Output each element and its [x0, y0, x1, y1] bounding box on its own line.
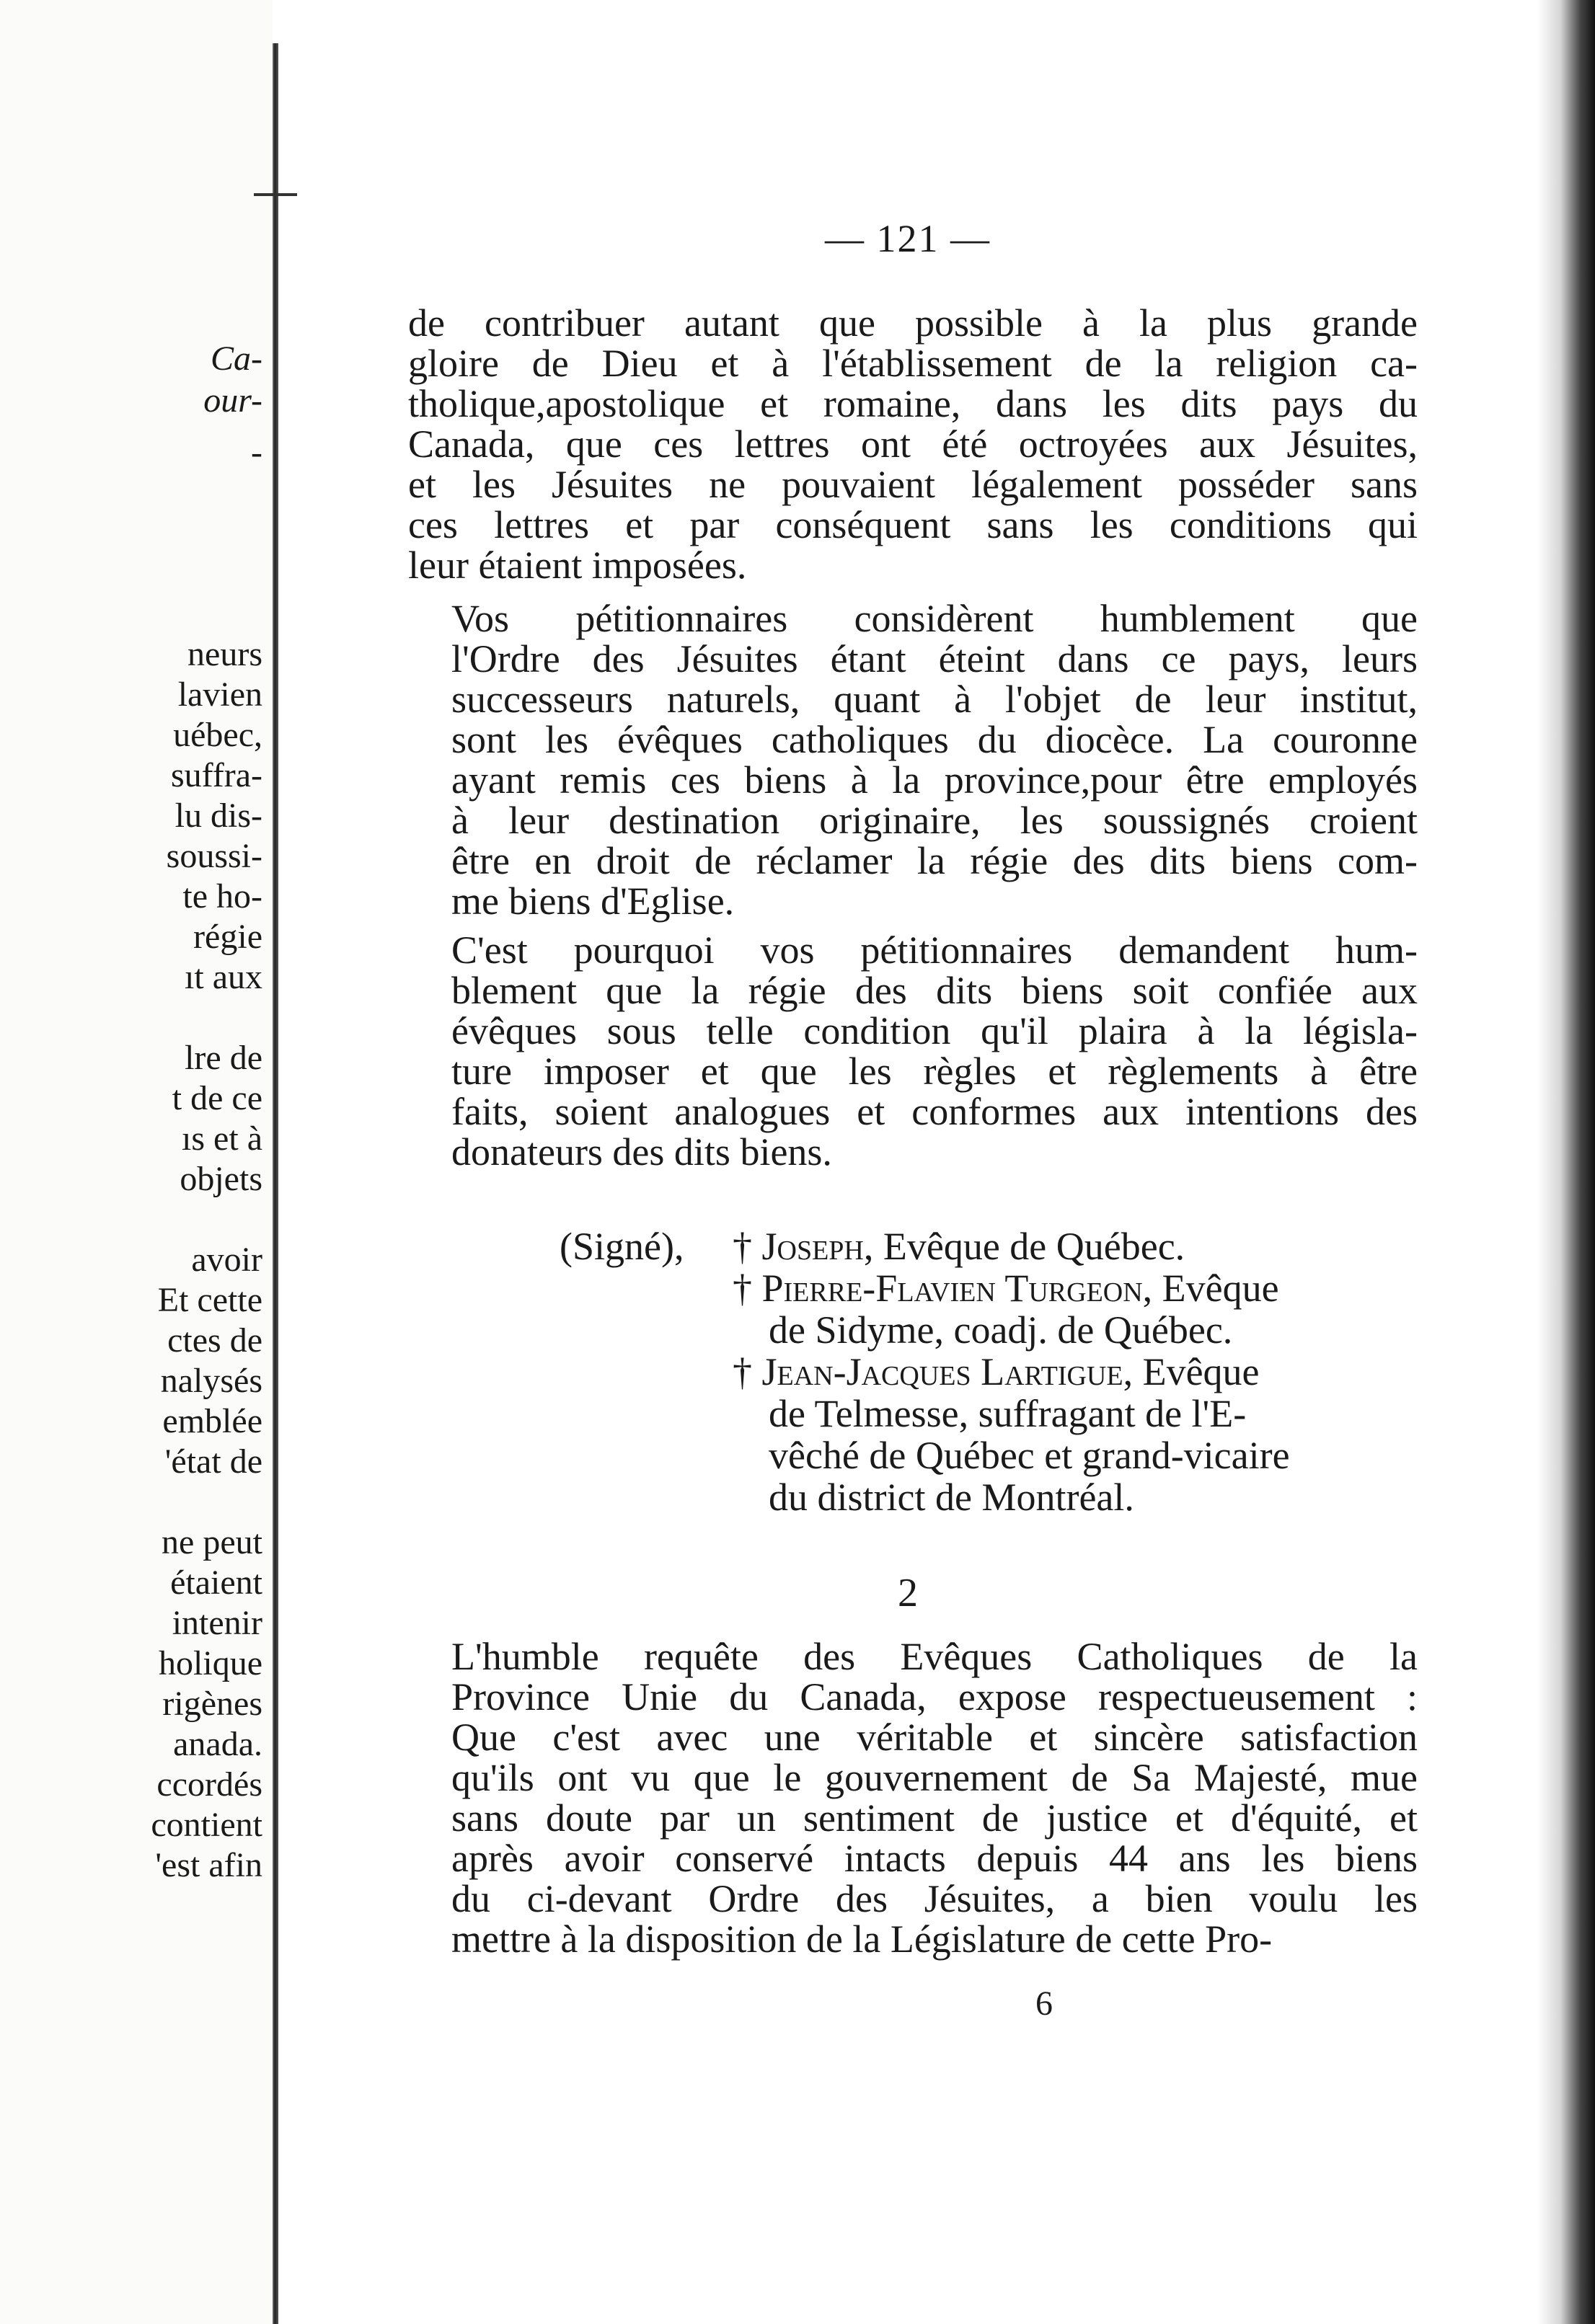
text-line: gloire de Dieu et à l'établissement de la religion ca- — [408, 342, 1418, 385]
signer-title-continuation: de Telmesse, suffragant de l'E- — [769, 1392, 1247, 1435]
text-line: Province Unie du Canada, expose respectueusement : — [451, 1675, 1418, 1718]
left-page-text-fragment: 'état de — [164, 1442, 262, 1481]
left-page-text-fragment: contient — [151, 1806, 262, 1844]
paragraph-2 — [408, 598, 1418, 921]
section-number: 2 — [898, 1571, 918, 1615]
text-line: donateurs des dits biens. — [451, 1130, 832, 1174]
left-page-text-fragment: lu dis- — [174, 797, 262, 835]
text-line: sans doute par un sentiment de justice et d'équité, et — [451, 1796, 1418, 1840]
text-line: ayant remis ces biens à la province,pour être employés — [451, 758, 1418, 802]
signer-entry — [733, 1351, 1410, 1518]
left-page-text-fragment: neurs — [187, 635, 262, 673]
left-page-text-fragment: our- — [203, 381, 262, 420]
cross-icon: † — [733, 1225, 762, 1268]
book-gutter — [273, 43, 278, 2324]
paragraph-humble-request — [408, 1636, 1418, 1959]
left-page-text-fragment: t de ce — [172, 1079, 262, 1117]
left-page-text-fragment: nalysés — [160, 1362, 262, 1400]
text-line: Canada, que ces lettres ont été octroyées aux Jésuites, — [408, 422, 1418, 466]
text-line: me biens d'Eglise. — [451, 879, 735, 923]
left-page-text-fragment: Ca- — [211, 340, 262, 378]
paragraph-1 — [408, 303, 1418, 585]
signer-first-line — [733, 1225, 1410, 1267]
text-line: ture imposer et que les règles et règlements à être — [451, 1050, 1418, 1093]
text-line: Vos pétitionnaires considèrent humblement que — [451, 597, 1418, 640]
right-page — [278, 0, 1537, 2324]
signer-name: Pierre-Flavien Turgeon — [761, 1267, 1143, 1310]
left-page-text-fragment: soussi- — [166, 837, 262, 875]
text-line: à leur destination originaire, les soussignés croient — [451, 799, 1418, 842]
signer-first-line — [733, 1267, 1410, 1309]
signers-list — [733, 1225, 1410, 1518]
paragraph-continuation — [408, 303, 1418, 585]
signature-label: (Signé), — [560, 1225, 684, 1268]
left-page-text-fragment: avoir — [191, 1241, 262, 1279]
left-page-text-fragment: te ho- — [182, 877, 262, 915]
text-line: après avoir conservé intacts depuis 44 ans les biens — [451, 1837, 1418, 1880]
catchword: 6 — [1035, 1984, 1053, 2023]
signer-title: , Evêque — [1123, 1350, 1260, 1393]
text-line: être en droit de réclamer la régie des dits biens com- — [451, 839, 1418, 882]
left-page-text-fragment: - — [251, 433, 262, 471]
signer-title: , Evêque — [1142, 1267, 1279, 1310]
left-page-text-fragment: ccordés — [156, 1765, 262, 1804]
text-line: de contribuer autant que possible à la plus grande — [408, 301, 1418, 345]
signer-title-continuation: du district de Montréal. — [769, 1476, 1134, 1519]
left-page-text-fragment: suffra- — [170, 756, 262, 794]
text-line: tholique,apostolique et romaine, dans les dits pays du — [408, 382, 1418, 425]
page-right-edge — [1537, 0, 1595, 2324]
left-page-text-fragment: intenir — [172, 1604, 262, 1642]
left-page-text-fragment: lavien — [177, 675, 262, 714]
left-page-text-fragment: uébec, — [173, 716, 262, 754]
paragraph-4 — [408, 1636, 1418, 1959]
text-line: ces lettres et par conséquent sans les conditions qui — [408, 503, 1418, 546]
text-line: successeurs naturels, quant à l'objet de leur institut, — [451, 678, 1418, 721]
text-line: C'est pourquoi vos pétitionnaires demandent hum- — [451, 928, 1418, 972]
signer-entry — [733, 1225, 1410, 1267]
left-page-text-fragment: étaient — [170, 1564, 262, 1602]
paragraph-3 — [408, 930, 1418, 1172]
text-line: et les Jésuites ne pouvaient légalement posséder sans — [408, 463, 1418, 506]
signer-title: , Evêque de Québec. — [863, 1225, 1185, 1268]
text-line: évêques sous telle condition qu'il plaira à la législa- — [451, 1009, 1418, 1052]
left-page-text-fragment: lre de — [185, 1039, 262, 1077]
left-page-text-fragment: rigènes — [162, 1685, 262, 1723]
left-page-text-fragment: ctes de — [167, 1321, 262, 1360]
signer-entry — [733, 1267, 1410, 1351]
signer-first-line — [733, 1351, 1410, 1393]
text-line: blement que la régie des dits biens soit confiée aux — [451, 969, 1418, 1012]
paragraph-petitioners — [408, 598, 1418, 921]
left-page-margin — [0, 0, 273, 2324]
left-page-text-fragment: emblée — [162, 1402, 262, 1440]
text-line: sont les évêques catholiques du diocèce. La couronne — [451, 718, 1418, 761]
cross-icon: † — [733, 1267, 762, 1310]
left-page-text-fragment: Et cette — [157, 1281, 262, 1319]
cross-icon: † — [733, 1350, 762, 1393]
left-page-text-fragment: ne peut — [162, 1523, 262, 1561]
page-number: — 121 — — [825, 217, 991, 260]
text-line: du ci-devant Ordre des Jésuites, a bien voulu les — [451, 1877, 1418, 1920]
left-page-text-fragment: régie — [193, 918, 262, 956]
signer-title-continuation: vêché de Québec et grand-vicaire — [769, 1434, 1290, 1477]
left-page-text-fragment: ıs et à — [182, 1119, 262, 1158]
left-page-text-fragment: anada. — [173, 1725, 262, 1763]
left-page-fragments — [0, 0, 273, 2324]
paragraph-request — [408, 930, 1418, 1172]
text-line: l'Ordre des Jésuites étant éteint dans ce pays, leurs — [451, 637, 1418, 680]
text-line: faits, soient analogues et conformes aux intentions des — [451, 1090, 1418, 1133]
left-page-text-fragment: ıt aux — [185, 958, 262, 996]
left-page-text-fragment: 'est afin — [155, 1846, 262, 1884]
signer-name: Joseph — [761, 1225, 864, 1268]
left-page-text-fragment: objets — [180, 1160, 262, 1198]
signer-title-continuation: de Sidyme, coadj. de Québec. — [769, 1308, 1233, 1352]
signer-name: Jean-Jacques Lartigue — [761, 1350, 1123, 1393]
text-line: mettre à la disposition de la Législature de cette Pro- — [451, 1917, 1273, 1961]
left-page-text-fragment: holique — [159, 1644, 262, 1682]
text-line: leur étaient imposées. — [408, 544, 747, 587]
text-line: qu'ils ont vu que le gouvernement de Sa Majesté, mue — [451, 1756, 1418, 1799]
text-line: L'humble requête des Evêques Catholiques de la — [451, 1635, 1418, 1678]
text-line: Que c'est avec une véritable et sincère satisfaction — [451, 1716, 1418, 1759]
signature-block — [560, 1225, 1410, 1518]
